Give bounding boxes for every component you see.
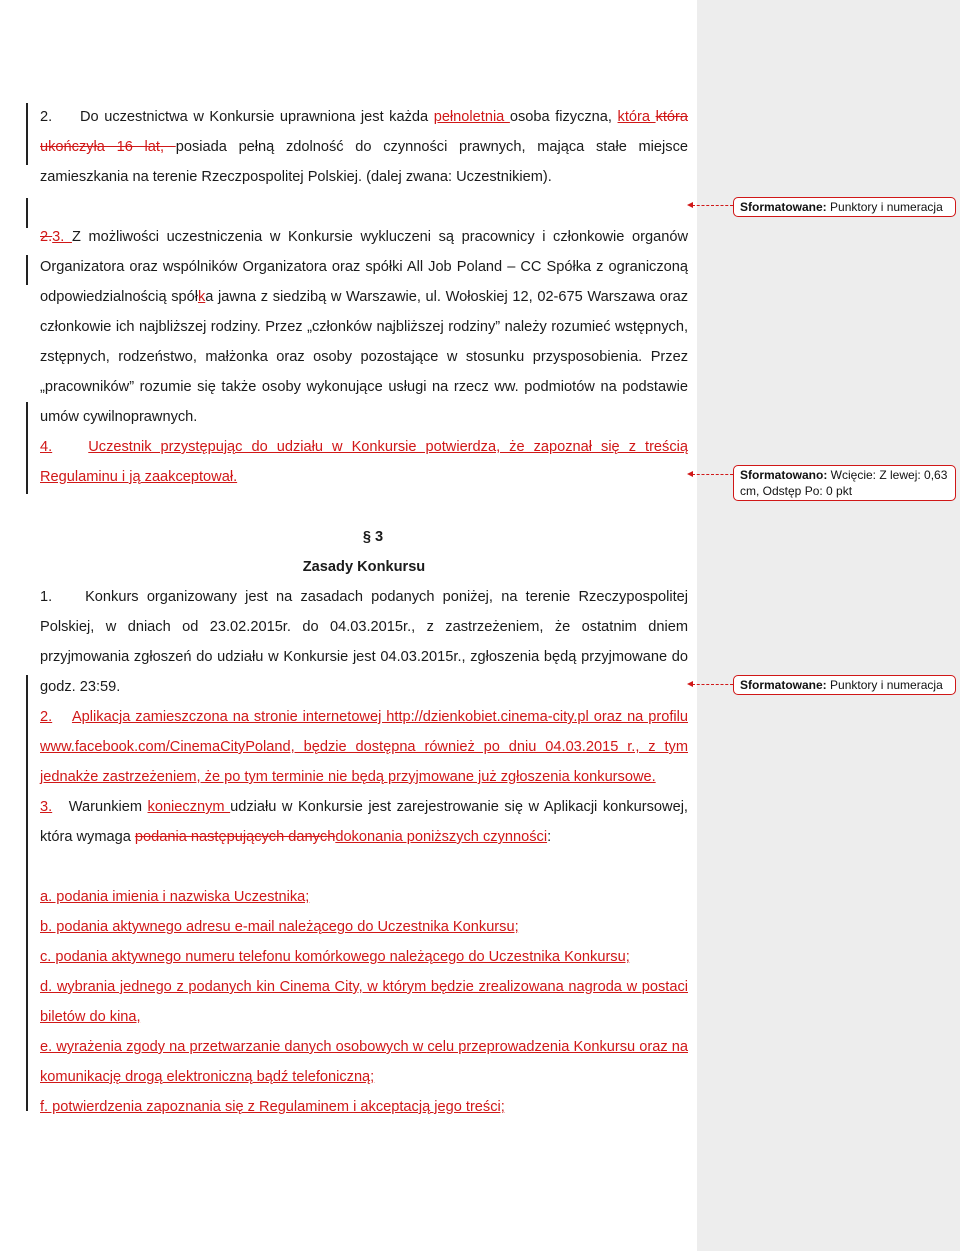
text: posiada pełną zdolność do czynności prawnych, mająca stałe miejsce zamieszkania na terenie Rzeczpospolitej Polskiej. (dalej zwana: Uczestnikiem). (40, 139, 688, 185)
insertion: Uczestnik przystępując do udziału w Konkursie potwierdza, że zapoznał się z treścią Regulaminu i ją zaakceptował. (40, 439, 689, 485)
list-number: 2. (40, 709, 53, 725)
list-number: 1. (40, 589, 53, 605)
insertion: pełnoletnia (433, 109, 510, 125)
list-item-a: a. podania imienia i nazwiska Uczestnika; (40, 889, 310, 905)
list-item-f: f. potwierdzenia zapoznania się z Regulaminem i akceptacją jego treści; (40, 1099, 505, 1115)
deletion: podania następujących danych (134, 829, 336, 845)
text: udziału w Konkursie jest zarejestrowanie się w Aplikacji konkursowej, która wymaga (40, 799, 688, 845)
list-number: 3. (40, 799, 53, 815)
change-bar (26, 103, 28, 165)
balloon-arrow-icon (687, 681, 693, 687)
balloon-leader-line (692, 474, 733, 475)
text: a jawna z siedzibą w Warszawie, ul. Wołoskiej 12, 02-675 Warszawa oraz członkowie ich najbliższej rodziny. Przez „członków najbliższej rodziny” należy rozumieć wstępnych, zstępnych, rodzeństwo, małżonka oraz osoby pozostające w stosunku przysposobienia. Przez „pracowników” rozumie się także osoby wykonujące usługi na rzecz ww. podmiotów na podstawie umów cywilnoprawnych. (40, 289, 688, 425)
balloon-text: Punktory i numeracja (826, 678, 943, 692)
insertion: dokonania poniższych czynności (335, 829, 548, 845)
balloon-leader-line (692, 684, 733, 685)
balloon-arrow-icon (687, 202, 693, 208)
paragraph-3-1 (40, 582, 688, 702)
balloon-label: Sformatowane: (740, 678, 827, 692)
paragraph-2-4 (40, 432, 688, 492)
list-item-c: c. podania aktywnego numeru telefonu komórkowego należącego do Uczestnika Konkursu; (40, 949, 630, 965)
change-bar (26, 198, 28, 228)
section-title: Zasady Konkursu (302, 559, 426, 575)
text: Do uczestnictwa w Konkursie uprawniona jest każda (80, 109, 434, 125)
change-bar (26, 675, 28, 1111)
list-item-e: e. wyrażenia zgody na przetwarzanie danych osobowych w celu przeprowadzenia Konkursu oraz na komunikację drogą elektroniczną bądź telefoniczną; (40, 1039, 688, 1085)
comment-margin-pane (697, 0, 960, 1251)
text: Konkurs organizowany jest na zasadach podanych poniżej, na terenie Rzeczypospolitej Polskiej, w dniach od 23.02.2015r. do 04.03.2015r., z zastrzeżeniem, że ostatnim dniem przyjmowania zgłoszeń do udziału w Konkursie jest 04.03.2015r., zgłoszenia będą przyjmowane do godz. 23:59. (40, 589, 688, 695)
deleted-number: 2. (40, 229, 53, 245)
text: Z możliwości uczestniczenia w Konkursie wykluczeni są pracownicy i członkowie organów Organizatora oraz wspólników Organizatora oraz spółki All Job Poland – CC Spółka z ograniczoną odpowiedzialnością spół (40, 229, 688, 305)
change-bar (26, 255, 28, 285)
paragraph-3-3 (40, 792, 688, 852)
text: : (547, 829, 552, 845)
insertion: k (197, 289, 206, 305)
inserted-number: 3. (52, 229, 72, 245)
revision-balloon[interactable] (733, 465, 956, 501)
list-item-b: b. podania aktywnego adresu e-mail należącego do Uczestnika Konkursu; (40, 919, 519, 935)
deletion: która ukończyła 16 lat, (40, 109, 689, 155)
insertion: Aplikacja zamieszczona na stronie internetowej http://dzienkobiet.cinema-city.pl oraz na profilu www.facebook.com/CinemaCityPoland, będzie dostępna również po dniu 04.03.2015 r., z tym jednakże zastrzeżeniem, że po tym terminie nie będą przyjmowane już zgłoszenia konkursowe. (40, 709, 688, 785)
change-bar (26, 402, 28, 494)
list-number: 4. (40, 439, 53, 455)
balloon-text: Punktory i numeracja (826, 200, 943, 214)
section-mark: § 3 (362, 529, 384, 545)
insertion: która (617, 109, 656, 125)
text: osoba fizyczna, (509, 109, 618, 125)
balloon-label: Sformatowano: (740, 468, 828, 482)
revision-balloon[interactable] (733, 197, 956, 217)
paragraph-2-2 (40, 102, 688, 192)
insertion: koniecznym (147, 799, 231, 815)
revision-balloon[interactable] (733, 675, 956, 695)
paragraph-3-2 (40, 702, 688, 792)
list-number: 2. (40, 109, 53, 125)
balloon-text: Wcięcie: Z lewej: 0,63 cm, Odstęp Po: 0 pkt (740, 468, 948, 498)
list-item-d: d. wybrania jednego z podanych kin Cinema City, w którym będzie zrealizowana nagroda w postaci biletów do kina, (40, 979, 688, 1025)
paragraph-2-3 (40, 222, 688, 432)
balloon-arrow-icon (687, 471, 693, 477)
text: Warunkiem (68, 799, 148, 815)
balloon-label: Sformatowane: (740, 200, 827, 214)
document-body (40, 102, 688, 1122)
balloon-leader-line (692, 205, 733, 206)
